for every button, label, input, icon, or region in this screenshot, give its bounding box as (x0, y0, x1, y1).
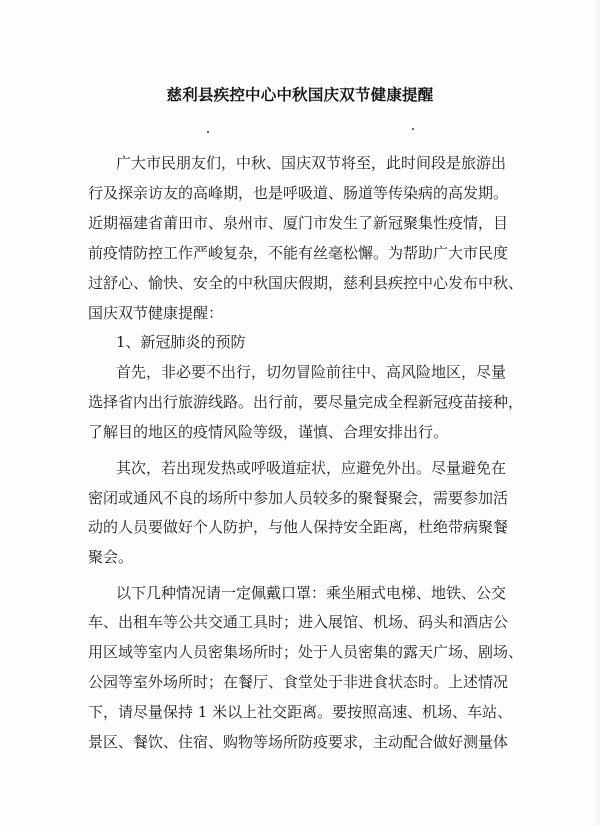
body-line: 密闭或通风不良的场所中参加人员较多的聚餐聚会，需要参加活 (88, 489, 509, 507)
body-line: 前疫情防控工作严峻复杂，不能有丝毫松懈。为帮助广大市民度 (88, 244, 509, 262)
section-heading: 1、新冠肺炎的预防 (116, 333, 246, 351)
body-line: 近期福建省莆田市、泉州市、厦门市发生了新冠聚集性疫情，目 (88, 214, 509, 232)
body-line: 过舒心、愉快、安全的中秋国庆假期，慈利县疾控中心发布中秋、 (88, 274, 524, 292)
document-title: 慈利县疾控中心中秋国庆双节健康提醒 (166, 86, 434, 104)
body-line: 公园等室外场所时；在餐厅、食堂处于非进食状态时。上述情况 (88, 673, 509, 691)
scan-speck (412, 128, 414, 130)
body-line: 用区域等室内人员密集场所时；处于人员密集的露天广场、剧场、 (88, 643, 524, 661)
body-line: 首先，非必要不出行，切勿冒险前往中、高风险地区，尽量 (116, 363, 507, 381)
body-line: 了解目的地区的疫情风险等级，谨慎、合理安排出行。 (88, 423, 449, 441)
body-line: 选择省内出行旅游线路。出行前，要尽量完成全程新冠疫苗接种， (88, 393, 524, 411)
body-line: 车、出租车等公共交通工具时；进入展馆、机场、码头和酒店公 (88, 613, 509, 631)
body-line: 以下几种情况请一定佩戴口罩：乘坐厢式电梯、地铁、公交 (116, 584, 507, 602)
body-line: 动的人员要做好个人防护，与他人保持安全距离，杜绝带病聚餐 (88, 518, 509, 536)
body-line: 行及探亲访友的高峰期，也是呼吸道、肠道等传染病的高发期。 (88, 184, 509, 202)
body-line: 景区、餐饮、住宿、购物等场所防疫要求，主动配合做好测量体 (88, 733, 509, 751)
body-line: 聚会。 (88, 548, 134, 566)
body-line: 广大市民朋友们，中秋、国庆双节将至，此时间段是旅游出 (116, 154, 507, 172)
scan-speck (207, 131, 209, 133)
body-line: 其次，若出现发热或呼吸道症状，应避免外出。尽量避免在 (116, 459, 507, 477)
body-line: 国庆双节健康提醒： (88, 304, 224, 322)
scan-edge-shadow (594, 0, 600, 825)
body-line: 下，请尽量保持 1 米以上社交距离。要按照高速、机场、车站、 (88, 703, 513, 721)
